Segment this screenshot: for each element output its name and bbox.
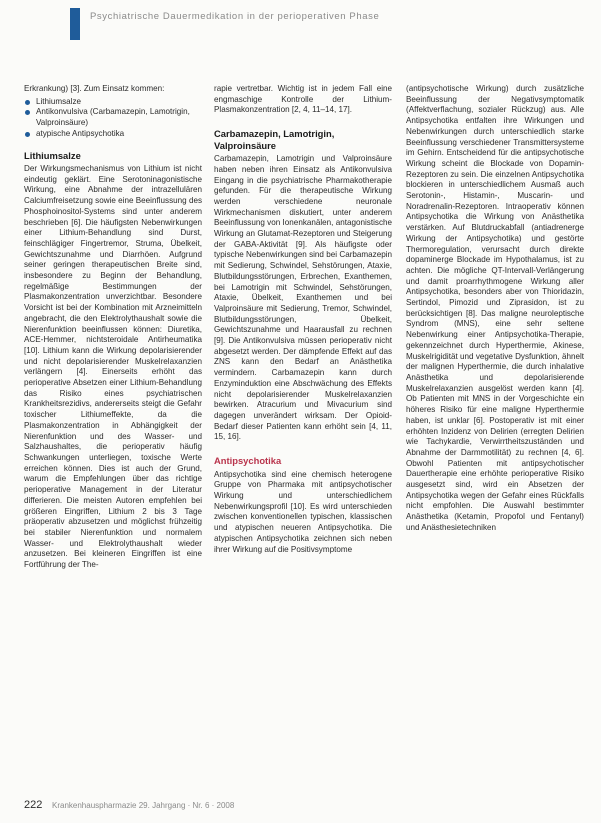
bullet-list [24,97,202,140]
column-2 [214,84,392,796]
paragraph-antikonvulsiva: Carbamazepin, Lamotrigin und Valproinsäure haben neben ihren Einsatz als Antikonvulsiva Eingang in die psychiatrische Pharmakotherapie gefunden. Für die therapeutische Wirkung werden verschiedene neuronale Wirkmechanismen diskutiert, unter anderem Beeinflussung von Ionenkanälen, antagonistische Wirkung an Glutamat-Rezeptoren und Steigerung der GABA-Aktivität [9]. Als häufigste oder typische Nebenwirkungen sind bei Carbamazepin mit Sedierung, Schwindel, Sehstörungen, Ataxie, Blutbildungsstörungen, Erbrechen, Exanthemen, bei Lamotrigin mit Schwindel, Sehstörungen, Ataxie, Übelkeit, Exanthemen und bei Valproinsäure mit Sedierung, Tremor, Schwindel, Blutbildungsstörungen, Übelkeit, Gewichtszunahme und Haarausfall zu rechnen [9]. Die Antikonvulsiva müssen perioperativ nicht abgesetzt werden. Der dämpfende Effekt auf das ZNS kann den Bedarf an Anästhetika vermindern. Carbamazepin kann durch Enzyminduktion eine Abschwächung des Effekts nicht depolarisierender Muskelrelaxanzien bewirken. Atracurium und Mivacurium sind dagegen unverändert wirksam. Der Opioid-Bedarf dieser Patienten kann erhöht sein [4, 11, 15, 16]. [214,154,392,442]
page-footer [24,801,584,815]
paragraph-antipsychotika-cont: (antipsychotische Wirkung) durch zusätzliche Beeinflussung der Negativsymptomatik (Affektverflachung, sozialer Rückzug) aus. Alle Antipsychotika entfalten ihre Wirkungen und Nebenwirkungen durch unterschiedlich starke Beeinflussung verschiedener Transmittersysteme im Gehirn. Entscheidend für die antipsychotische Wirkung scheint die Blockade von Dopamin-Rezeptoren zu sein. Die einzelnen Antipsychotika blockieren in unterschiedlichem Ausmaß auch Serotonin-, Histamin-, Muscarin- und Noradrenalin-Rezeptoren. Intraoperativ können Antipsychotika die Wirkung von Anästhetika verstärken. Auf Blutdruckabfall (antiadrenerge Wirkung der Antipsychotika) und gestörte Thermoregulation, verursacht durch direkte dopaminerge Blockade im Hypothalamus, ist zu achten. Die mögliche QT-Intervall-Verlängerung und damit proarrhythmogene Wirkung aller Antipsychotika, besonders aber von Thioridazin, Sertindol, Pimozid und Ziprasidon, ist zu berücksichtigen [8]. Das maligne neuroleptische Syndrom (MNS), eine sehr seltene Nebenwirkung einer Antipsychotika-Therapie, gekennzeichnet durch Hyperthermie, Akinese, Muskelrigidität und vegetative Dysfunktion, ähnelt der malignen Hyperthermie, die durch inhalative Anästhetika und depolarisierende Muskelrelaxanzien ausgelöst werden kann [4]. Ob Patienten mit MNS in der Vorgeschichte ein höheres Risiko für eine maligne Hyperthermie haben, ist unklar [6]. Postoperativ ist mit einer erhöhten Inzidenz von Delirien (erregten Delirien wie Tachykardie, Verwirrtheitszuständen und Abnahme der Darmmotilität) zu rechnen [4, 6]. Obwohl Patienten mit antipsychotischer Dauertherapie eine erhöhte perioperative Risiko ausgesetzt sind, wird ein Absetzen der Antipsychotika wegen der Gefahr eines Rückfalls nicht empfohlen. Die Auswahl bestimmter Anästhetika (Ketamin, Propofol und Fentanyl) und Anästhesietechniken [406,84,584,532]
list-item: atypische Antipsychotika [24,129,202,140]
bullet-icon [25,110,30,115]
section-heading-lithium: Lithiumsalze [24,149,81,161]
paragraph-lithium-cont: rapie vertretbar. Wichtig ist in jedem Fall eine engmaschige Kontrolle der Lithium-Plasmakonzentration [2, 4, 11–14, 17]. [214,84,392,115]
page-number: 222 [24,799,43,811]
paragraph-antipsychotika: Antipsychotika sind eine chemisch heterogene Gruppe von Pharmaka mit antipsychotischer Wirkung und unterschiedlichem Nebenwirkungsprofil [10]. Es wird unterschieden zwischen konventionellen typischen, klassischen und atypischen neueren Antipsychotika. Die atypischen Antipsychotika zeichnen sich neben ihrer Wirkung auf die Positivsymptome [214,469,392,554]
article-body [24,84,584,796]
bullet-icon [25,100,30,105]
list-item: Antikonvulsiva (Carbamazepin, Lamotrigin, Valproinsäure) [24,107,202,128]
bullet-icon [25,132,30,137]
section-heading-antipsychotika: Antipsychotika [214,455,282,467]
list-item: Lithiumsalze [24,97,202,108]
intro-text: Erkrankung) [3]. Zum Einsatz kommen: [24,84,165,93]
header-color-bar [70,8,80,40]
journal-citation: Krankenhauspharmazie 29. Jahrgang · Nr. 6 · 2008 [52,801,235,810]
section-heading-antikonvulsiva: Carbamazepin, Lamotrigin, Valproinsäure [214,128,335,151]
column-1 [24,84,202,796]
running-head: Psychiatrische Dauermedikation in der perioperativen Phase [90,11,380,22]
paragraph-lithium: Der Wirkungsmechanismus von Lithium ist nicht eindeutig geklärt. Eine Serotoninagonistische Wirkung, eine Abnahme der intrazellulären Calciumfreisetzung sowie eine Beeinflussung des Phosphoinositol-Systems sind unter anderem beschrieben [6]. Die häufigsten Nebenwirkungen einer Lithium-Behandlung sind Durst, feinschlägiger Fingertremor, Struma, Übelkeit, Gewichtszunahme und Diarrhöen. Aufgrund seiner geringen therapeutischen Breite sind, insbesondere zu Beginn der Behandlung, regelmäßige Bestimmungen der Plasmakonzentration unverzichtbar. Besondere Vorsicht ist bei der Kombination mit Arzneimitteln angebracht, die den Elektrolythaushalt sowie die Nierenfunktion beeinflussen können: Diuretika, ACE-Hemmer, nichtsteroidale Antirheumatika [10]. Lithium kann die Wirkung depolarisierender und nicht depolarisierender Muskelrelaxanzien verlängern [4]. Einerseits erhöht das perioperative Absetzen einer Lithium-Behandlung das Risiko eines psychiatrischen Krankheitsrezidivs, andererseits steigt die Gefahr toxischer Lithiumeffekte, da die Plasmakonzentration in Abhängigkeit der Nierenfunktion und des Wasser- und Salzhaushaltes, die perioperativ häufig Schwankungen unterliegen, toxische Werte erreichen können. Dies ist auch der Grund, warum die Empfehlungen über das richtige perioperative Management in der Literatur differieren. Die meisten Autoren empfehlen bei größeren Eingriffen, Lithium 2 bis 3 Tage präoperativ abzusetzen und möglichst frühzeitig bei stabiler Nierenfunktion und normalem Wasser- und Elektrolythaushalt wieder anzusetzen. Bei kleineren Eingriffen ist eine Fortführung der The- [24,164,202,570]
column-3 [406,84,584,796]
